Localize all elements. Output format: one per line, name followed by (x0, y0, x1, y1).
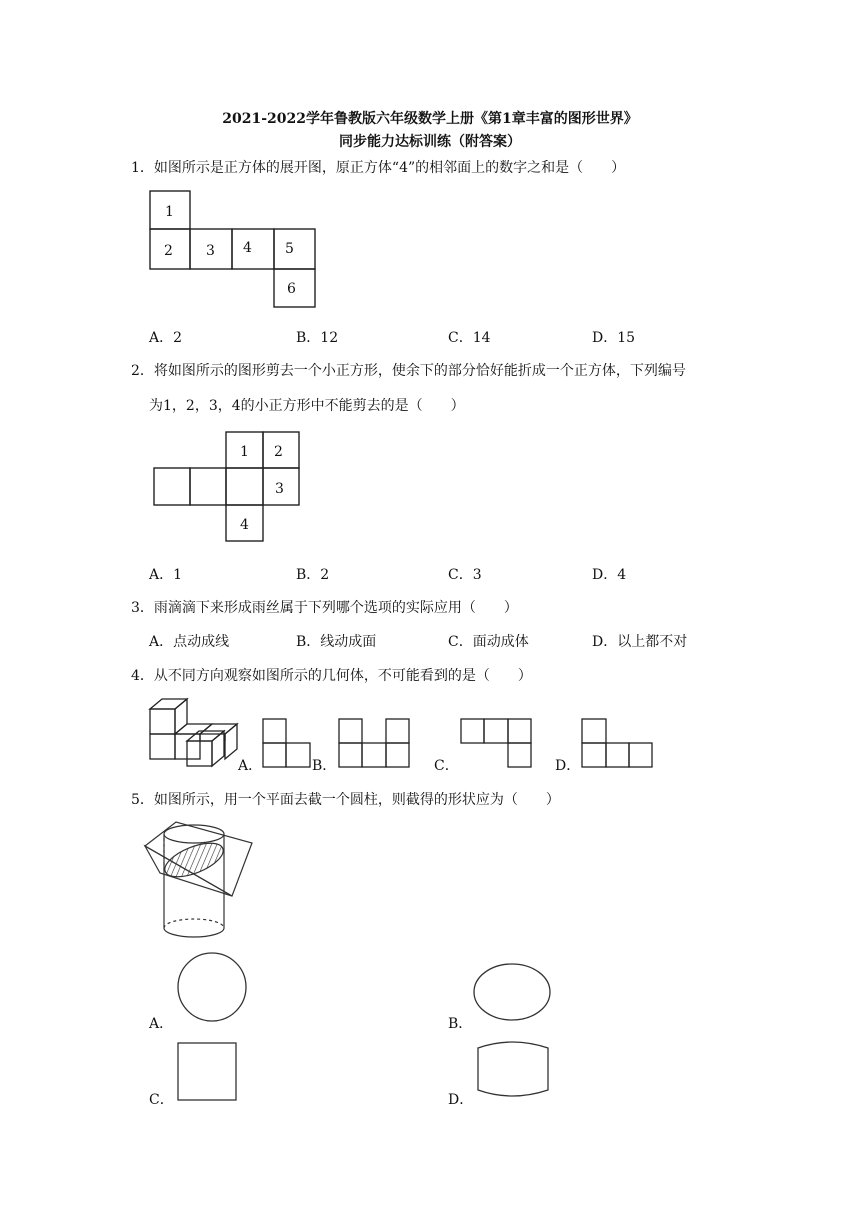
question-1-option-d: D．15 (592, 330, 636, 346)
question-1-option-b: B．12 (296, 330, 339, 346)
question-2-option-c: C．3 (448, 567, 482, 583)
question-5-option-a: A． (149, 1016, 174, 1032)
question-2-stem-line2: 为1，2，3，4的小正方形中不能剪去的是（ ） (149, 398, 465, 414)
document-title: 2021-2022学年鲁教版六年级数学上册《第1章丰富的图形世界》 (222, 111, 638, 127)
option-c-square-shape (178, 1043, 236, 1100)
net-label: 4 (243, 240, 252, 256)
question-1-option-a: A．2 (149, 330, 183, 346)
net-label: 1 (240, 444, 249, 460)
net-label: 3 (206, 243, 215, 259)
question-2-option-a: A．1 (149, 567, 183, 583)
document-subtitle: 同步能力达标训练（附答案） (339, 134, 521, 150)
option-b-ellipse-shape (474, 964, 550, 1020)
cylinder-figure (145, 822, 252, 937)
net-label: 6 (287, 281, 296, 297)
question-2-option-b: B．2 (296, 567, 330, 583)
question-1-option-c: C．14 (448, 330, 491, 346)
question-5-stem: 5．如图所示，用一个平面去截一个圆柱，则截得的形状应为（ ） (131, 792, 560, 808)
question-1-stem: 1．如图所示是正方体的展开图，原正方体“4”的相邻面上的数字之和是（ ） (131, 160, 626, 176)
question-4-stem: 4．从不同方向观察如图所示的几何体，不可能看到的是（ ） (131, 668, 532, 684)
question-3-option-d: D．以上都不对 (592, 634, 688, 650)
question-5-option-c: C． (149, 1092, 174, 1108)
option-d-barrel-shape (478, 1042, 548, 1096)
question-3-option-c: C．面动成体 (448, 634, 529, 650)
net-label: 4 (240, 517, 249, 533)
net-label: 1 (165, 204, 174, 220)
question-4-option-b: B． (312, 758, 337, 774)
net-label: 2 (164, 243, 173, 259)
net-label: 2 (274, 444, 283, 460)
option-a-circle-shape (178, 953, 246, 1021)
question-3-stem: 3．雨滴滴下来形成雨丝属于下列哪个选项的实际应用（ ） (131, 600, 518, 616)
question-3-option-a: A．点动成线 (149, 634, 230, 650)
question-2-stem-line1: 2．将如图所示的图形剪去一个小正方形，使余下的部分恰好能折成一个正方体，下列编号 (131, 363, 686, 379)
net-label: 5 (285, 241, 294, 257)
question-4-option-a: A． (238, 758, 263, 774)
question-4-option-c: C． (434, 758, 459, 774)
net-label: 3 (275, 481, 284, 497)
question-4-option-d: D． (555, 758, 581, 774)
question-5-option-d: D． (448, 1092, 474, 1108)
question-2-option-d: D．4 (592, 567, 627, 583)
question-5-option-b: B． (448, 1016, 473, 1032)
question-3-option-b: B．线动成面 (296, 634, 377, 650)
